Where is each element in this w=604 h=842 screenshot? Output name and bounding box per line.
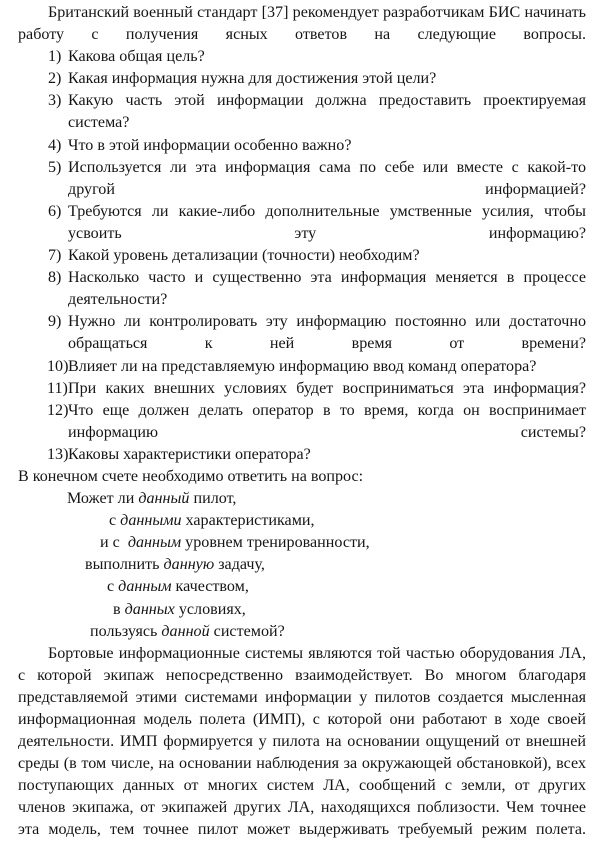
question-item [18, 135, 586, 157]
question-item [18, 378, 586, 400]
question-number: 8) [48, 269, 62, 287]
question-list [18, 46, 586, 466]
question-text: Какая информация нужна для достижения этой цели? [68, 70, 437, 88]
question-text: Каковы характеристики оператора? [68, 445, 311, 463]
question-number: 1) [48, 48, 62, 66]
verse-text-before: с [107, 578, 119, 596]
question-text: При каких внешних условиях будет восприниматься эта информация? [68, 379, 586, 397]
question-text: Нужно ли контролировать эту информацию постоянно или достаточно обращаться к ней время от времени? [68, 313, 586, 353]
verse-emphasis: данный [138, 490, 190, 508]
verse-text-before: с [109, 512, 121, 530]
question-text: Какую часть этой информации должна предоставить проектируемая система? [68, 92, 586, 132]
verse-emphasis: данной [161, 622, 210, 640]
verse-text-after: пилот, [189, 490, 237, 508]
verse-text-before: и с [100, 534, 128, 552]
verse-emphasis: данными [120, 512, 182, 530]
verse-text-after: условиях, [174, 600, 246, 618]
question-item [18, 68, 586, 90]
verse-text-after: качеством, [171, 578, 249, 596]
question-item [18, 90, 586, 134]
question-item [18, 311, 586, 355]
question-text: Какой уровень детализации (точности) необходим? [68, 247, 420, 265]
question-item [18, 46, 586, 68]
question-item [18, 245, 586, 267]
question-number: 2) [48, 70, 62, 88]
question-text: Влияет ли на представляемую информацию ввод команд оператора? [68, 357, 537, 375]
question-text: Какова общая цель? [68, 48, 205, 66]
intro-paragraph: Британский военный стандарт [37] рекомендует разработчикам БИС начинать работу с получения ясных ответов на следующие вопросы. [18, 4, 586, 44]
question-item [18, 157, 586, 201]
verse-emphasis: данным [127, 534, 182, 552]
question-text: Что еще должен делать оператор в то время, когда он воспринимает информацию системы? [68, 401, 586, 441]
question-number: 4) [48, 136, 62, 154]
verse-line [18, 576, 586, 598]
question-text: Что в этой информации особенно важно? [68, 136, 352, 154]
question-item [18, 201, 586, 245]
question-text: Насколько часто и существенно эта информация меняется в процессе деятельности? [68, 269, 586, 309]
question-number: 3) [48, 92, 62, 110]
verse-text-after: уровнем тренированности, [181, 534, 370, 552]
verse-line [18, 488, 586, 510]
question-number: 13) [47, 445, 69, 463]
question-text: Используется ли эта информация сама по себе или вместе с какой-то другой информацией? [68, 158, 586, 198]
question-text: Требуются ли какие-либо дополнительные умственные усилия, чтобы усвоить эту информацию? [68, 202, 586, 242]
verse-text-before: пользуясь [90, 622, 162, 640]
verse-text-after: характеристиками, [181, 512, 315, 530]
verse-text-after: системой? [209, 622, 285, 640]
lead-in-line: В конечном счете необходимо ответить на вопрос: [18, 467, 364, 485]
verse-text-after: задачу, [214, 556, 265, 574]
verse-block [18, 488, 586, 643]
question-number: 12) [47, 401, 69, 419]
verse-line [18, 532, 586, 554]
question-number: 11) [47, 379, 68, 397]
question-item [18, 356, 586, 378]
question-number: 6) [48, 202, 62, 220]
closing-paragraph: Бортовые информационные системы являются той частью оборудования ЛА, с которой экипаж непосредственно взаимодействует. Во многом благодаря представляемой этими системами информации у пилотов создается мысленная информационная модель полета (ИМП), с которой они работают в ходе своей деятельности. ИМП формируется у пилота на основании ощущений от внешней среды (в том числе, на основании наблюдения за окружающей обстановкой), всех поступающих данных от многих систем ЛА, сообщений с земли, от других членов экипажа, от экипажей других ЛА, находящихся поблизости. Чем точнее эта модель, тем точнее пилот может выдерживать требуемый режим полета. [18, 644, 586, 839]
question-number: 7) [48, 247, 62, 265]
question-number: 9) [48, 313, 62, 331]
verse-text-before: выполнить [85, 556, 164, 574]
verse-text-before: Может ли [67, 490, 139, 508]
verse-emphasis: данных [124, 600, 175, 618]
question-number: 10) [47, 357, 69, 375]
verse-line [18, 621, 586, 643]
question-number: 5) [48, 158, 62, 176]
verse-line [18, 599, 586, 621]
verse-text-before: в [113, 600, 125, 618]
verse-emphasis: данным [118, 578, 172, 596]
question-item [18, 267, 586, 311]
question-item [18, 400, 586, 444]
question-item [18, 444, 586, 466]
verse-line [18, 510, 586, 532]
verse-emphasis: данную [163, 556, 215, 574]
verse-line [18, 554, 586, 576]
text-column [18, 2, 586, 842]
